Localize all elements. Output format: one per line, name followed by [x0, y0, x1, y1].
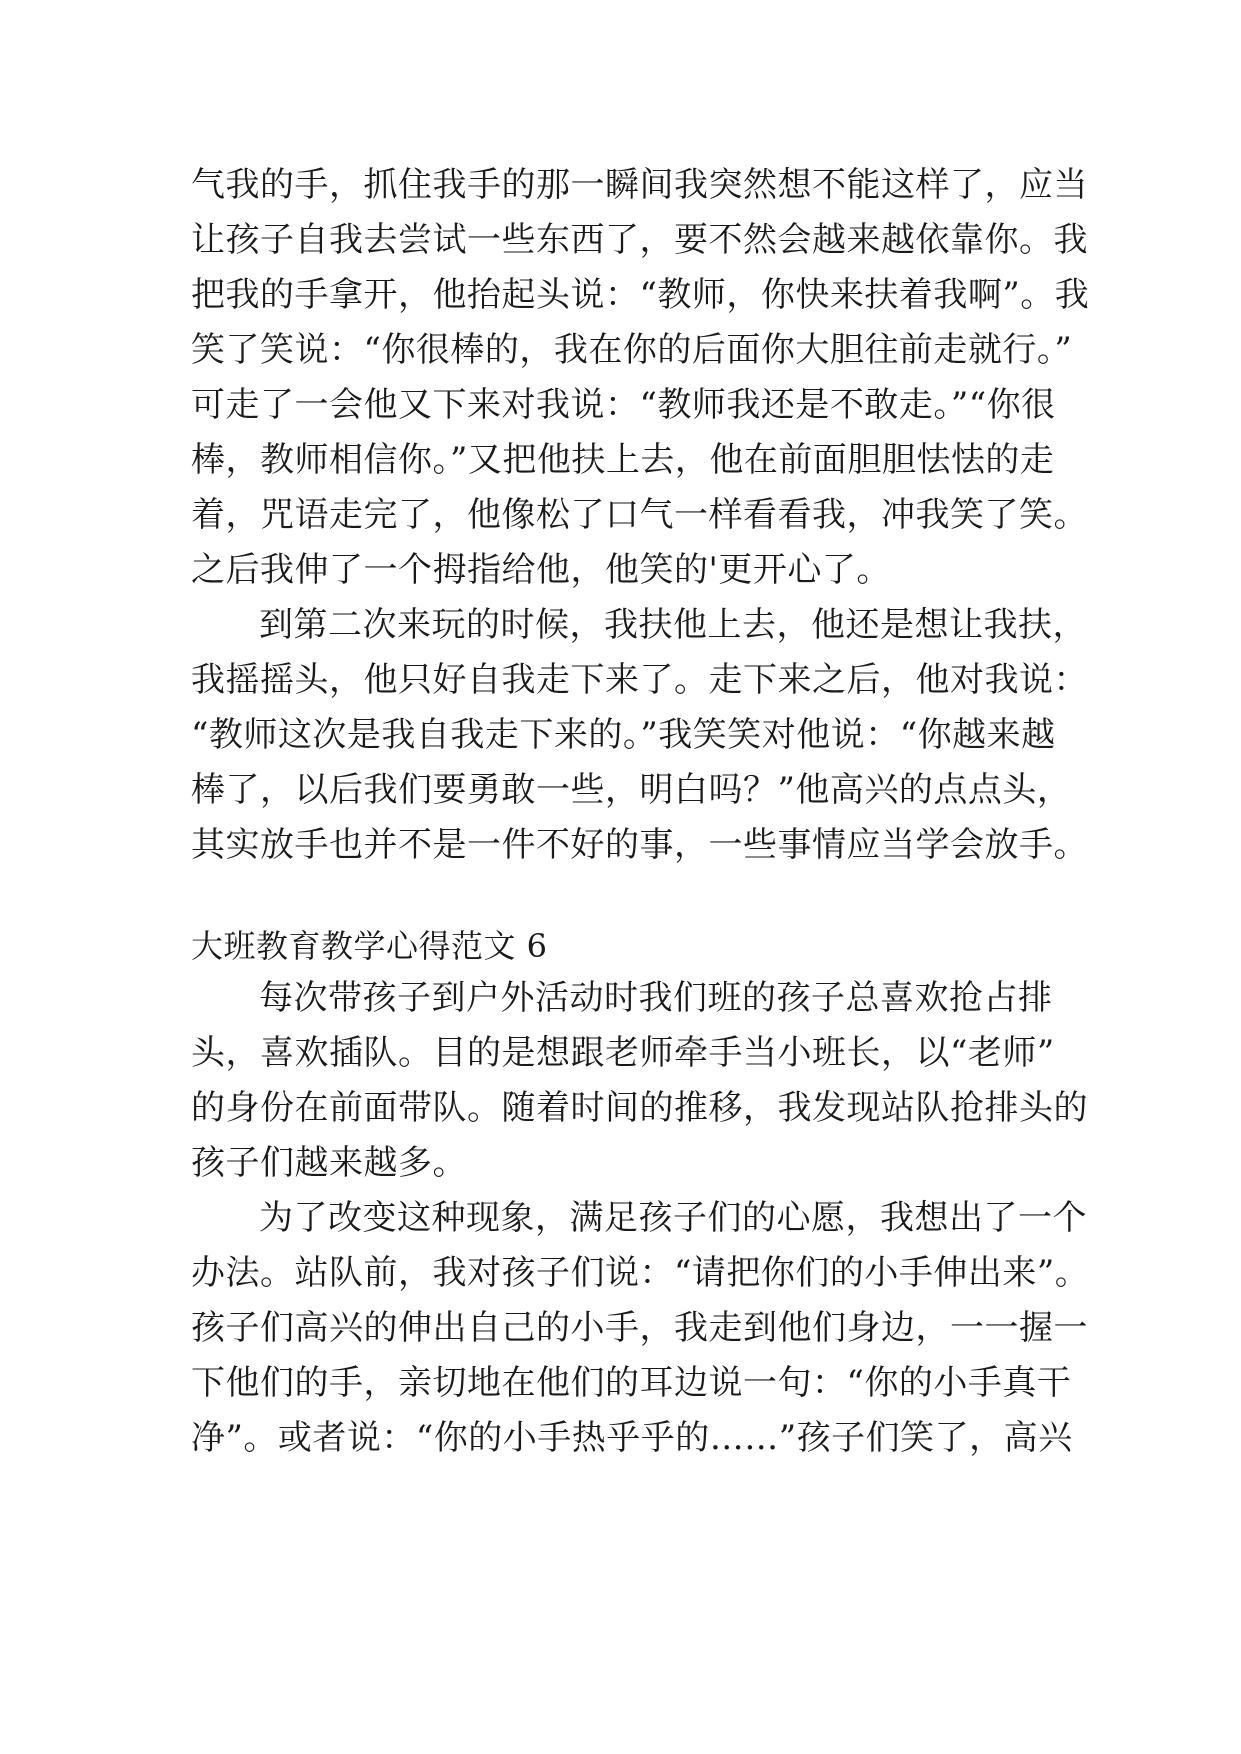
- text-line: 到第二次来玩的时候，我扶他上去，他还是想让我扶，: [259, 605, 1087, 645]
- text-line: 之后我伸了一个拇指给他，他笑的'更开心了。: [191, 550, 891, 590]
- section-spacer: [191, 873, 1053, 921]
- text-line: 孩子们高兴的伸出自己的小手，我走到他们身边，一一握一: [191, 1308, 1088, 1348]
- text-line: 的身份在前面带队。随着时间的推移，我发现站队抢排头的: [191, 1088, 1088, 1128]
- paragraph-1: [191, 158, 1090, 598]
- text-line: 其实放手也并不是一件不好的事，一些事情应当学会放手。: [191, 825, 1088, 865]
- text-line: 气我的手，抓住我手的那一瞬间我突然想不能这样了，应当: [191, 165, 1088, 205]
- text-line: 把我的手拿开，他抬起头说：“教师，你快来扶着我啊”。我: [191, 275, 1090, 315]
- paragraph-2: [191, 598, 1088, 873]
- text-line: 我摇摇头，他只好自我走下来了。走下来之后，他对我说：: [191, 660, 1088, 700]
- text-line: 头，喜欢插队。目的是想跟老师牵手当小班长，以“老师”: [191, 1033, 1055, 1073]
- text-line: 棒了，以后我们要勇敢一些，明白吗？”他高兴的点点头，: [191, 770, 1072, 810]
- section-heading: 大班教育教学心得范文 6: [191, 927, 548, 965]
- text-line: 每次带孩子到户外活动时我们班的孩子总喜欢抢占排: [259, 978, 1053, 1018]
- paragraph-4: [191, 1191, 1090, 1466]
- text-line: 着，咒语走完了，他像松了口气一样看看我，冲我笑了笑。: [191, 495, 1088, 535]
- text-line: 下他们的手，亲切地在他们的耳边说一句：“你的小手真干: [191, 1363, 1072, 1403]
- text-line: 笑了笑说：“你很棒的，我在你的后面你大胆往前走就行。”: [191, 330, 1073, 370]
- text-line: 净”。或者说：“你的小手热乎乎的……”孩子们笑了，高兴: [191, 1418, 1073, 1458]
- document-page: [191, 158, 1090, 1466]
- paragraph-3: [191, 971, 1088, 1191]
- text-line: 为了改变这种现象，满足孩子们的心愿，我想出了一个: [259, 1198, 1087, 1238]
- text-line: 让孩子自我去尝试一些东西了，要不然会越来越依靠你。我: [191, 220, 1088, 260]
- text-line: “教师这次是我自我走下来的。”我笑笑对他说：“你越来越: [191, 715, 1056, 755]
- text-line: 可走了一会他又下来对我说：“教师我还是不敢走。”“你很: [191, 385, 1056, 425]
- text-line: 孩子们越来越多。: [191, 1143, 467, 1183]
- text-line: 棒，教师相信你。”又把他扶上去，他在前面胆胆怯怯的走: [191, 440, 1055, 480]
- text-line: 办法。站队前，我对孩子们说：“请把你们的小手伸出来”。: [191, 1253, 1090, 1293]
